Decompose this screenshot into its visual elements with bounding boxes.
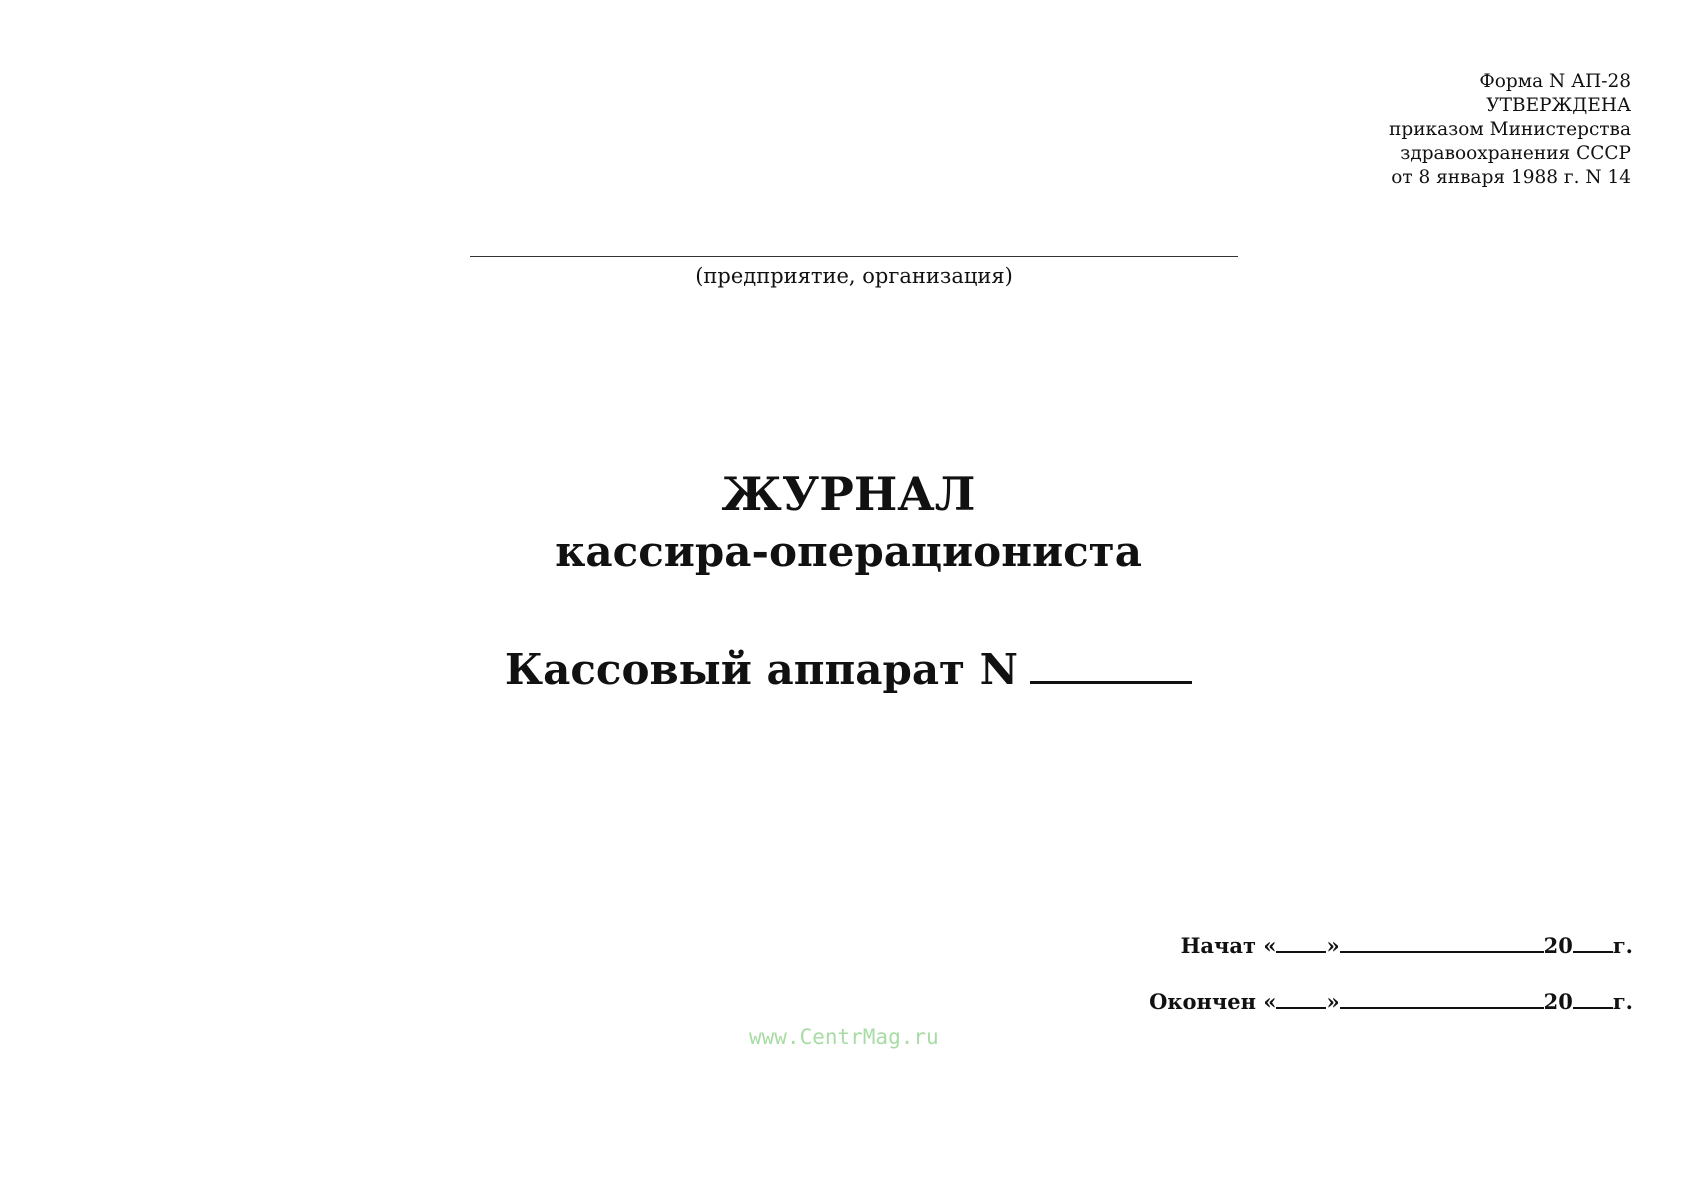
- start-open-quote: «: [1263, 933, 1277, 959]
- approval-stamp: [1389, 70, 1631, 190]
- end-day-blank: [1276, 985, 1326, 1009]
- organization-blank-line: [470, 256, 1238, 257]
- journal-title: ЖУРНАЛ: [721, 467, 976, 521]
- start-day-blank: [1276, 929, 1326, 953]
- watermark: www.CentrMag.ru: [749, 1025, 939, 1049]
- register-number-label: Кассовый аппарат N: [504, 645, 1019, 694]
- approval-status: УТВЕРЖДЕНА: [1486, 95, 1631, 116]
- start-year-blank: [1573, 929, 1613, 953]
- start-century: 20: [1543, 933, 1573, 959]
- form-number: Форма N АП-28: [1479, 71, 1631, 92]
- start-date-label: Начат: [1180, 933, 1257, 959]
- organization-caption: (предприятие, организация): [695, 264, 1013, 288]
- start-close-quote: »: [1326, 933, 1340, 959]
- end-year-suffix: г.: [1612, 989, 1633, 1015]
- approval-date: от 8 января 1988 г. N 14: [1391, 167, 1631, 188]
- start-date-row: [1181, 929, 1633, 961]
- end-date-row: [1149, 985, 1633, 1017]
- approval-order: приказом Министерства: [1389, 119, 1631, 140]
- journal-subtitle: кассира-операциониста: [555, 527, 1142, 576]
- register-number-line: [0, 642, 1697, 698]
- start-month-blank: [1340, 929, 1544, 953]
- end-month-blank: [1340, 985, 1544, 1009]
- register-number-blank: [1030, 645, 1192, 684]
- end-year-blank: [1573, 985, 1613, 1009]
- approval-ministry: здравоохранения СССР: [1400, 143, 1631, 164]
- end-century: 20: [1543, 989, 1573, 1015]
- end-open-quote: «: [1263, 989, 1277, 1015]
- end-close-quote: »: [1326, 989, 1340, 1015]
- end-date-label: Окончен: [1149, 989, 1257, 1015]
- start-year-suffix: г.: [1612, 933, 1633, 959]
